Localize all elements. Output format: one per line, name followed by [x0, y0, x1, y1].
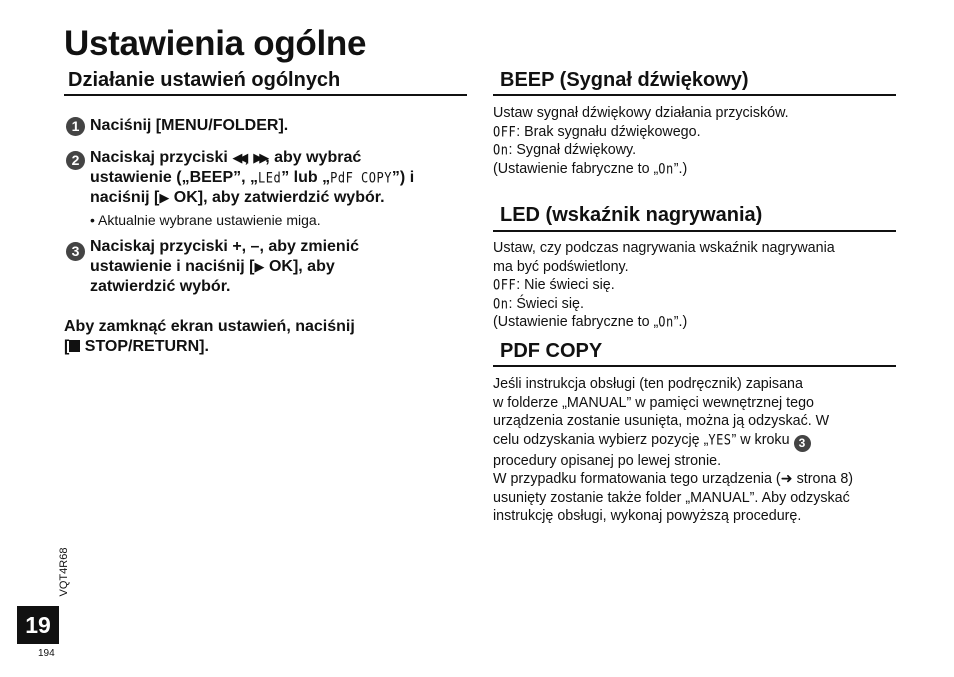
- beep-body: Ustaw sygnał dźwiękowy działania przycisków. OFF: Brak sygnału dźwiękowego. On: Sygnał dźwiękowy. (Ustawienie fabryczne to „On”.): [493, 104, 896, 178]
- step-number-3: 3: [66, 242, 85, 261]
- step-number-2: 2: [66, 151, 85, 170]
- lcd-on-text: On: [658, 313, 674, 331]
- section-heading-beep: BEEP (Sygnał dźwiękowy): [500, 69, 749, 91]
- step-number-1: 1: [66, 117, 85, 136]
- close-instruction: Aby zamknąć ekran ustawień, naciśnij [ STOP/RETURN].: [64, 318, 355, 355]
- section-rule: [64, 94, 467, 96]
- lcd-pdf-copy-text: PdF COPY: [330, 169, 392, 187]
- arrow-right-icon: ➜: [780, 471, 793, 487]
- page-title: Ustawienia ogólne: [64, 24, 367, 63]
- section-rule: [493, 94, 896, 96]
- lcd-on-text: On: [493, 141, 509, 159]
- lcd-on-text: On: [493, 295, 509, 312]
- lcd-off-text: OFF: [493, 123, 517, 140]
- section-rule: [493, 365, 896, 367]
- step-1-text: Naciśnij [MENU/FOLDER].: [90, 117, 289, 134]
- lcd-on-text: On: [658, 160, 674, 177]
- step-3-text: Naciskaj przyciski +, –, aby zmienić ustawienie i naciśnij [▶ OK], aby zatwierdzić wybór.: [90, 238, 360, 295]
- prev-icon: ◀◀: [232, 150, 245, 165]
- page-number: 19: [17, 606, 59, 644]
- play-icon: ▶: [254, 259, 265, 274]
- section-rule: [493, 230, 896, 232]
- step-2-text: Naciskaj przyciski ◀◀, ▶▶, aby wybrać ustawienie („BEEP”, „LEd” lub „PdF COPY”) i naciśnij [▶ OK], aby zatwierdzić wybór.: [90, 149, 415, 206]
- led-body: Ustaw, czy podczas nagrywania wskaźnik nagrywania ma być podświetlony. OFF: Nie świeci się. On: Świeci się. (Ustawienie fabryczne to „On”.): [493, 239, 896, 332]
- lcd-off-text: OFF: [493, 276, 517, 294]
- section-heading-pdf-copy: PDF COPY: [500, 340, 603, 362]
- lcd-led-text: LEd: [258, 169, 282, 187]
- lcd-yes-text: YES: [708, 431, 732, 448]
- stop-icon: [69, 340, 80, 352]
- next-icon: ▶▶: [253, 150, 266, 165]
- step-number-3-inline: 3: [794, 435, 811, 452]
- play-icon: ▶: [159, 190, 170, 205]
- step-2-note: • Aktualnie wybrane ustawienie miga.: [90, 212, 321, 228]
- pdf-copy-body: Jeśli instrukcja obsługi (ten podręcznik) zapisana w folderze „MANUAL” w pamięci wewnętrznej tego urządzenia zostanie usunięta, można ją odzyskać. W celu odzyskania wybierz pozycję „YES” w kroku 3 procedury opisanej po lewej stronie. W przypadku formatowania tego urządzenia (➜ strona 8) usunięty zostanie także folder „MANUAL”. Aby odzyskać instrukcję obsługi, wykonaj powyższą procedurę.: [493, 376, 854, 524]
- section-heading-led: LED (wskaźnik nagrywania): [500, 204, 763, 226]
- document-code: VQT4R68: [58, 547, 70, 597]
- page-number-secondary: 194: [38, 648, 55, 659]
- section-heading-general: Działanie ustawień ogólnych: [68, 69, 341, 91]
